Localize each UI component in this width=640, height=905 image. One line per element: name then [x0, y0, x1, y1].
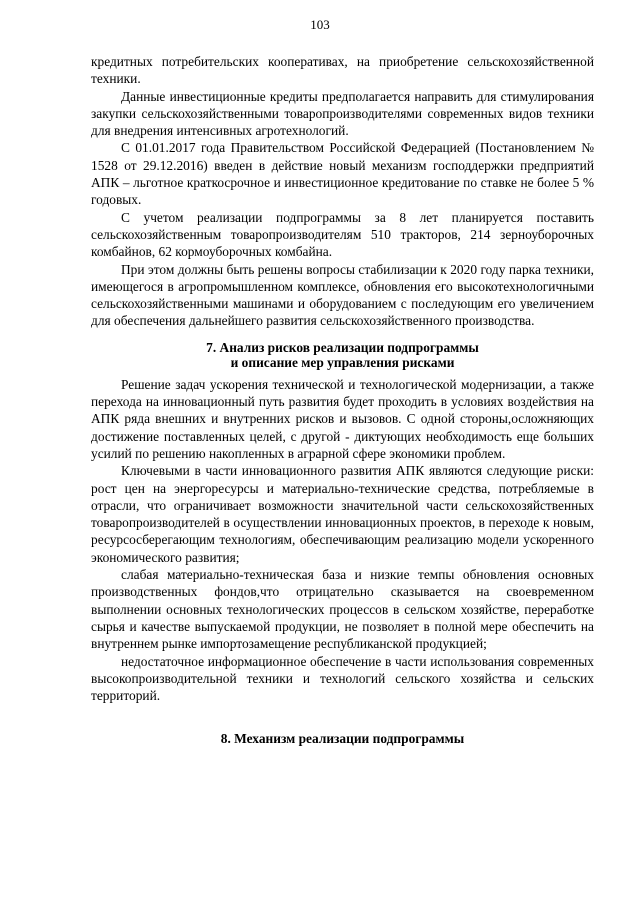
paragraph-gov-support: С 01.01.2017 года Правительством Российской Федерацией (Постановлением № 1528 от 29.12.2016) введен в действие новый механизм господдержки предприятий АПК – льготное краткосрочное и инвестиционное кредитование по ставке не более 5 % годовых.	[91, 140, 594, 208]
section-7-title-line-2: и описание мер управления рисками	[230, 355, 455, 371]
paragraph-key-risks: Ключевыми в части инновационного развития АПК являются следующие риски: рост цен на энергоресурсы и материально-технические средства, потребляемые в отрасли, что ограничивает возможности значительной части сельскохозяйственных товаропроизводителей в осуществлении инновационных проектов, в переходе к новым, ресурсосберегающим технологиям, обеспечивающим реализацию модели ускоренного экономического развития;	[91, 463, 594, 565]
section-7-title-line-1: 7. Анализ рисков реализации подпрограммы	[206, 339, 479, 355]
page-content	[91, 53, 594, 747]
paragraph-weak-base: слабая материально-техническая база и низкие темпы обновления основных производственных фондов,что отрицательно сказывается на своевременном выполнении основных технологических процессов в сельском хозяйстве, переработке сырья и качестве выпускаемой продукции, не позволяет в полной мере обеспечить на внутреннем рынке импортозамещение республиканской продукцией;	[91, 567, 594, 652]
paragraph-machinery-plan: С учетом реализации подпрограммы за 8 лет планируется поставить сельскохозяйственным товаропроизводителям 510 тракторов, 214 зерноуборочных комбайнов, 62 кормоуборочных комбайна.	[91, 209, 594, 260]
paragraph-investment-credits: Данные инвестиционные кредиты предполагается направить для стимулирования закупки сельскохозяйственными товаропроизводителями современных видов техники для внедрения интенсивных агротехнологий.	[91, 88, 594, 139]
section-8-heading: 8. Механизм реализации подпрограммы	[220, 731, 465, 747]
paragraph-stabilization: При этом должны быть решены вопросы стабилизации к 2020 году парка техники, имеющегося в агропромышленном комплексе, обновления его высокотехнологичными сельскохозяйственными машинами и оборудованием с последующим его увеличением для обеспечения дальнейшего развития сельскохозяйственного производства.	[91, 261, 594, 329]
paragraph-risk-intro: Решение задач ускорения технической и технологической модернизации, а также перехода на инновационный путь развития будет проходить в условиях воздействия на АПК ряда внешних и внутренних рисков и вызовов. С одной стороны,осложняющих достижение поставленных целей, с другой - диктующих необходимость еще больших усилий по решению накопленных в аграрной сфере экономики проблем.	[91, 376, 594, 461]
paragraph-continuation: кредитных потребительских кооперативах, на приобретение сельскохозяйственной техники.	[91, 54, 594, 87]
page-number: 103	[310, 17, 330, 32]
section-7-heading	[91, 340, 594, 371]
paragraph-info-support: недостаточное информационное обеспечение в части использования современных высокопроизводительной техники и технологий сельского хозяйства и сельских территорий.	[91, 653, 594, 704]
